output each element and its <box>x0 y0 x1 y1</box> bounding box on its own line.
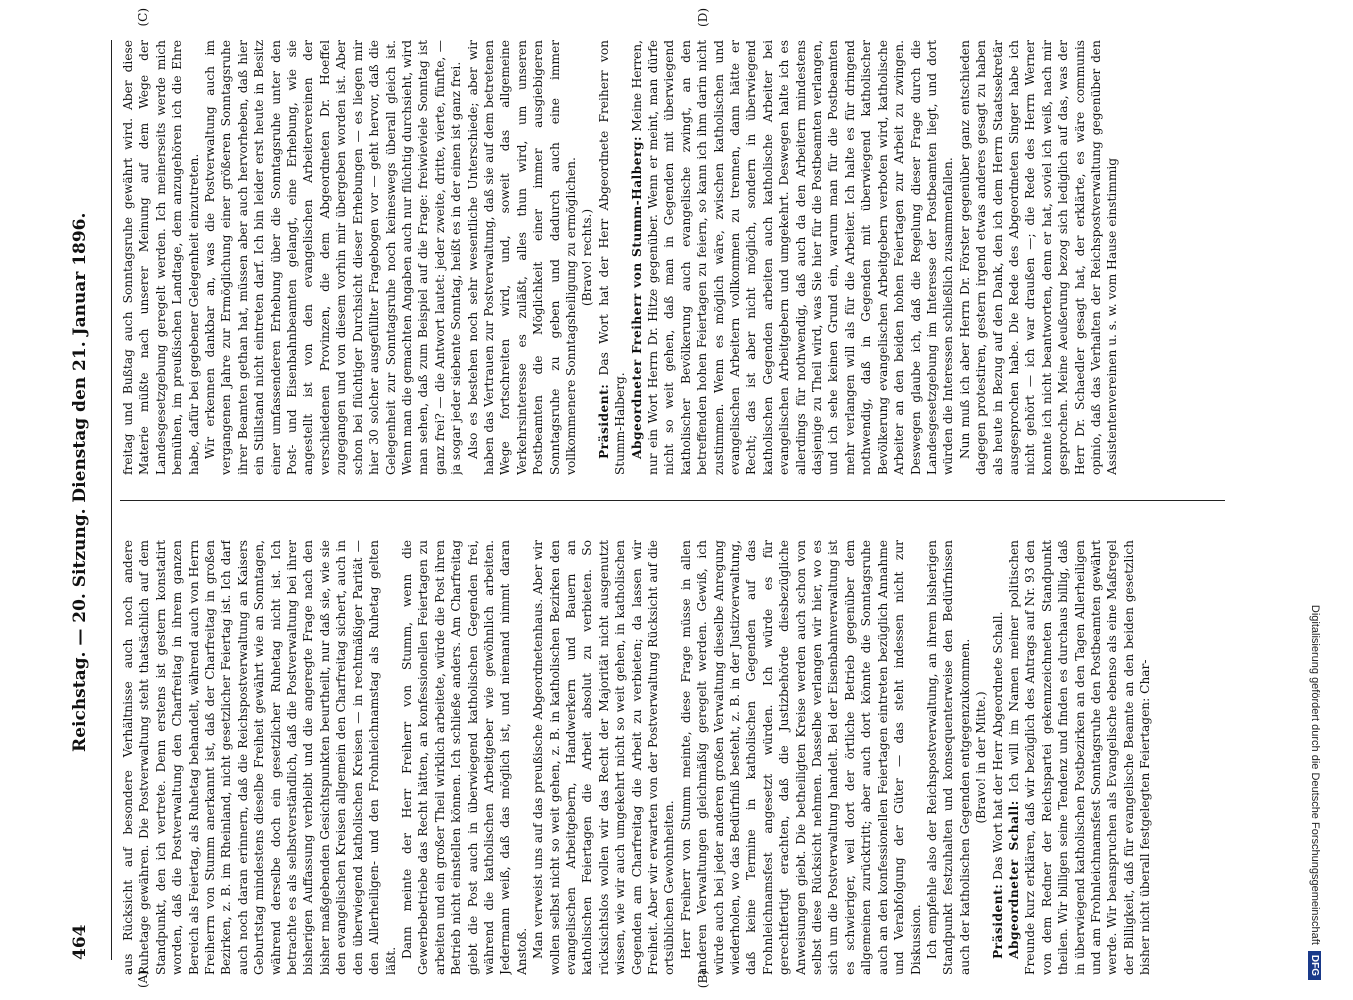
page-title: Reichstag. — 20. Sitzung. Dienstag den 21. Januar 1896. <box>70 212 90 752</box>
header-rule <box>111 40 112 960</box>
body-paragraph: Ich empfehle also der Reichspostverwaltung, an ihrem bisherigen Standpunkt festzuhalten und konsequenterweise den Bedürfnissen auch der katholischen Gegenden entgegenzukommen. <box>924 540 972 975</box>
body-paragraph: Wir erkennen dankbar an, was die Postverwaltung auch im vergangenen Jahre zur Ermöglichung einer größeren Sonntagsruhe ihrer Beamten gethan hat, müssen aber auch hervorheben, daß hier ein Stillstand nicht eintreten darf. Ich bin leider erst heute in Besitz einer umfassenderen Erhebung über die Sonntagsruhe unter den Post- und Eisenbahnbeamten gelangt, eine Erhebung, wie sie angestellt ist von den evangelischen Arbeitervereinen der verschiedenen Provinzen, die dem Abgeordneten Dr. Hoeffel zugegangen und von diesem vorhin mir übergeben worden ist. Aber schon bei flüchtiger Durchsicht dieser Erhebungen — es liegen mir hier 30 solcher ausgefüllter Fragebogen vor — geht hervor, daß die Gelegenheit zur Sonntagsruhe noch keineswegs überall gleich ist. Wenn man die gemachten Angaben auch nur flüchtig durchsieht, wird man sehen, daß zum Beispiel auf die Frage: freiwieviele Sonntag ist ganz frei? — die Antwort lautet: jeder zweite, dritte, vierte, fünfte, — ja sogar jeder siebente Sonntag, heißt es in der einen ist ganz frei. <box>203 40 464 475</box>
body-paragraph: Dann meinte der Herr Freiherr von Stumm, wenn die Gewerbebetriebe das Recht hätten, an konfessionellen Feiertagen zu arbeiten und ein großer Theil wirklich arbeitete, würde die Post ihren Betrieb nicht einstellen können. Ich schließe anders. Am Charfreitag giebt die Post auch in überwiegend katholischen Gegenden frei, während die katholischen Arbeitgeber wie gewöhnlich arbeiten. Jedermann weiß, daß das möglich ist, und niemand nimmt daran Anstoß. <box>399 540 529 975</box>
paragraph-text: Meine Herren, nur ein Wort Herrn Dr. Hitze gegenüber. Wenn er meint, man dürfe nicht so weit gehen, daß man in Gegenden mit überwiegend katholischer Bevölkerung auch evangelische zwingt, an den betreffenden hohen Feiertagen zu feiern, so kann ich ihm darin nicht zustimmen. Wenn es möglich wäre, zwischen katholischen und evangelischen Arbeitern vollkommen zu trennen, dann hätte er Recht; das ist aber nicht möglich, sondern in überwiegend katholischen Gegenden arbeiten auch katholische Arbeiter bei evangelischen Arbeitgebern und umgekehrt. Deswegen halte ich es allerdings für nothwendig, daß auch da den Arbeitern mindestens dasjenige zu Theil wird, was Sie hier für die Postbeamten verlangen, und ich sehe keinen Grund ein, warum man für die Postbeamten mehr verlangen will als für die Arbeiter. Ich halte es für dringend nothwendig, daß in Gegenden mit überwiegend katholischer Bevölkerung evangelischen Arbeitgebern verboten wird, katholische Arbeiter an den beiden hohen Feiertagen zur Arbeit zu zwingen. Deswegen glaube ich, daß die Regelung dieser Frage durch die Landesgesetzgebung im Interesse der Postbeamten liegt, und dort würden die Interessen schließlich zusammenfallen. <box>629 40 956 475</box>
right-column <box>120 40 1220 475</box>
body-paragraph: Man verweist uns auf das preußische Abgeordnetenhaus. Aber wir wollen selbst nicht so weit gehen, z. B. in katholischen Bezirken den evangelischen Arbeitgebern, Handwerkern und Bauern an katholischen Feiertagen die Arbeit absolut zu verbieten. So rücksichtslos wollen wir das Recht der Majorität nicht ausgenutzt wissen, wie wir auch umgekehrt nicht so weit gehen, in katholischen Gegenden am Charfreitag die Arbeit zu verbieten; da lassen wir Freiheit. Aber wir erwarten von der Postverwaltung Rücksicht auf die ortsüblichen Gewohnheiten. <box>531 540 677 975</box>
speaker-text: Das Wort hat der Herr Abgeordnete Freiherr von Stumm-Halberg. <box>596 40 628 475</box>
speaker-label: Präsident: <box>596 383 611 459</box>
speaker-label: Präsident: <box>990 883 1005 959</box>
margin-letter-b: (B) <box>696 970 710 989</box>
margin-letter-a: (A) <box>136 970 150 989</box>
credit-text: Digitalisierung gefördert durch die Deutsche Forschungsgemeinschaft <box>1309 604 1321 945</box>
body-paragraph <box>1006 540 1154 975</box>
body-paragraph <box>629 40 957 475</box>
speaker-label: Abgeordneter Freiherr von Stumm-Halberg: <box>629 136 644 459</box>
body-paragraph: Also es bestehen noch sehr wesentliche Unterschiede; aber wir haben das Vertrauen zur Postverwaltung, daß sie auf dem betretenen Wege fortschreiten wird, und, soweit das allgemeine Verkehrsinteresse es zuläßt, alles thun wird, um unseren Postbeamten die Möglichkeit einer immer ausgiebigeren Sonntagsruhe zu geben und dadurch auch eine immer vollkommenere Sonntagsheiligung zu ermöglichen. <box>465 40 578 475</box>
body-paragraph: aus Rücksicht auf besondere Verhältnisse auch noch andere Ruhetage gewähren. Die Postverwaltung steht thatsächlich auf dem Standpunkt, den ich vertrete. Denn erstens ist gestern konstatirt worden, daß die Postverwaltung den Charfreitag in ihrem ganzen Bereich als Feiertag, als Ruhetag behandelt, während auch von Herrn Freiherrn von Stumm anerkannt ist, daß der Charfreitag in großen Bezirken, z. B. im Rheinland, nicht gesetzlicher Feiertag ist. Ich darf auch noch daran erinnern, daß die Reichspostverwaltung an Kaisers Geburtstag mindestens dieselbe Freiheit gewährt wie an Sonntagen, während derselbe doch ein gesetzlicher Ruhetag nicht ist. Ich betrachte es als selbstverständlich, daß die Postverwaltung bei ihrer bisherigen Auffassung verbleibt und die angeregte Frage nach den bisher maßgebenden Gesichtspunkten beurtheilt, nur daß sie, wie sie den evangelischen Kreisen allgemein den Charfreitag sichert, auch in den überwiegend katholischen Kreisen — in rechtmäßiger Parität — den Allerheiligen- und den Frohnleichnamstag als Ruhetag gelten läßt. <box>121 540 398 975</box>
applause-note: (Bravo! rechts.) <box>580 208 595 307</box>
margin-letter-d: (D) <box>696 8 710 27</box>
margin-letter-c: (C) <box>136 8 150 27</box>
column-divider <box>120 500 1225 501</box>
paragraph-text: Ich will im Namen meiner politischen Freunde kurz erklären, daß wir bezüglich des Antrags auf Nr. 93 den von dem Redner der Reichspartei gekennzeichneten Standpunkt theilen. Wir billigen seine Tendenz und finden es durchaus billig, daß in überwiegend katholischen Postbezirken an den Tagen Allerheiligen und am Frohnleichnamsfest Sonntagsruhe den Postbeamten gewährt werde. Wir beanspruchen als Evangelische ebenso als eine Maßregel der Billigkeit, daß für evangelische Beamte an den beiden gesetzlich bisher nicht überall festgelegten Feiertagen: Char- <box>1006 540 1153 975</box>
speaker-text: Das Wort hat der Herr Abgeordnete Schall. <box>990 611 1005 880</box>
applause-note: (Bravo! in der Mitte.) <box>974 691 989 824</box>
dfg-logo: DFG <box>1309 951 1322 980</box>
body-paragraph: Nun muß ich aber Herrn Dr. Förster gegenüber ganz entschieden dagegen protestiren, gestern irgend etwas anderes gesagt zu haben als heute in Bezug auf den Dank, den ich dem Herrn Staatssekretär ausgesprochen habe. Die Rede des Abgeordneten Singer habe ich nicht gehört — ich war draußen —; die Rede des Herrn Werner konnte ich nicht beantworten, denn er hat, soviel ich weiß, nach mir gesprochen. Meine Aeußerung bezog sich lediglich auf das, was der Herr Dr. Schaedler gesagt hat, der erklärte, es wäre communis opinio, daß das Verhalten der Reichspostverwaltung gegenüber den Assistentenvereinen u. s. w. vom Hause einstimmig <box>957 40 1120 475</box>
speaker-paragraph <box>990 540 1006 975</box>
running-head <box>60 40 100 960</box>
digitization-credit <box>1307 20 1323 980</box>
speaker-label: Abgeordneter Schall: <box>1006 800 1021 959</box>
page-number: 464 <box>70 924 90 960</box>
body-paragraph: freitag und Bußtag auch Sonntagsruhe gewährt wird. Aber diese Materie müßte nach unserer Meinung auf dem Wege der Landesgesetzgebung geregelt werden. Ich meinerseits werde mich bemühen, im preußischen Landtage, dem anzugehören ich die Ehre habe, dafür bei gegebener Gelegenheit einzutreten. <box>121 40 201 475</box>
left-column <box>120 540 1220 975</box>
speaker-paragraph <box>596 40 629 475</box>
body-paragraph: Herr Freiherr von Stumm meinte, diese Frage müsse in allen anderen Verwaltungen gleichmäßig geregelt werden. Gewiß, ich würde auch bei jeder anderen großen Verwaltung dieselbe Anregung wiederholen, wo das Bedürfniß besteht, z. B. in der Justizverwaltung, daß keine Termine in katholischen Gegenden auf das Frohnleichnamsfest angesetzt würden. Ich würde es für gerechtfertigt erachten, daß die Justizbehörde diesbezügliche Anweisungen giebt. Die betheiligten Kreise werden auch schon von selbst diese Rücksicht nehmen. Dasselbe verlangen wir hier, wo es sich um die Postverwaltung handelt. Bei der Eisenbahnverwaltung ist es schwieriger, weil dort der örtliche Betrieb gegenüber dem allgemeinen zurücktritt; aber auch dort könnte die Sonntagsruhe auch an den konfessionellen Feiertagen eintreten bezüglich Annahme und Verabfolgung der Güter — das steht indessen nicht zur Diskussion. <box>678 540 923 975</box>
